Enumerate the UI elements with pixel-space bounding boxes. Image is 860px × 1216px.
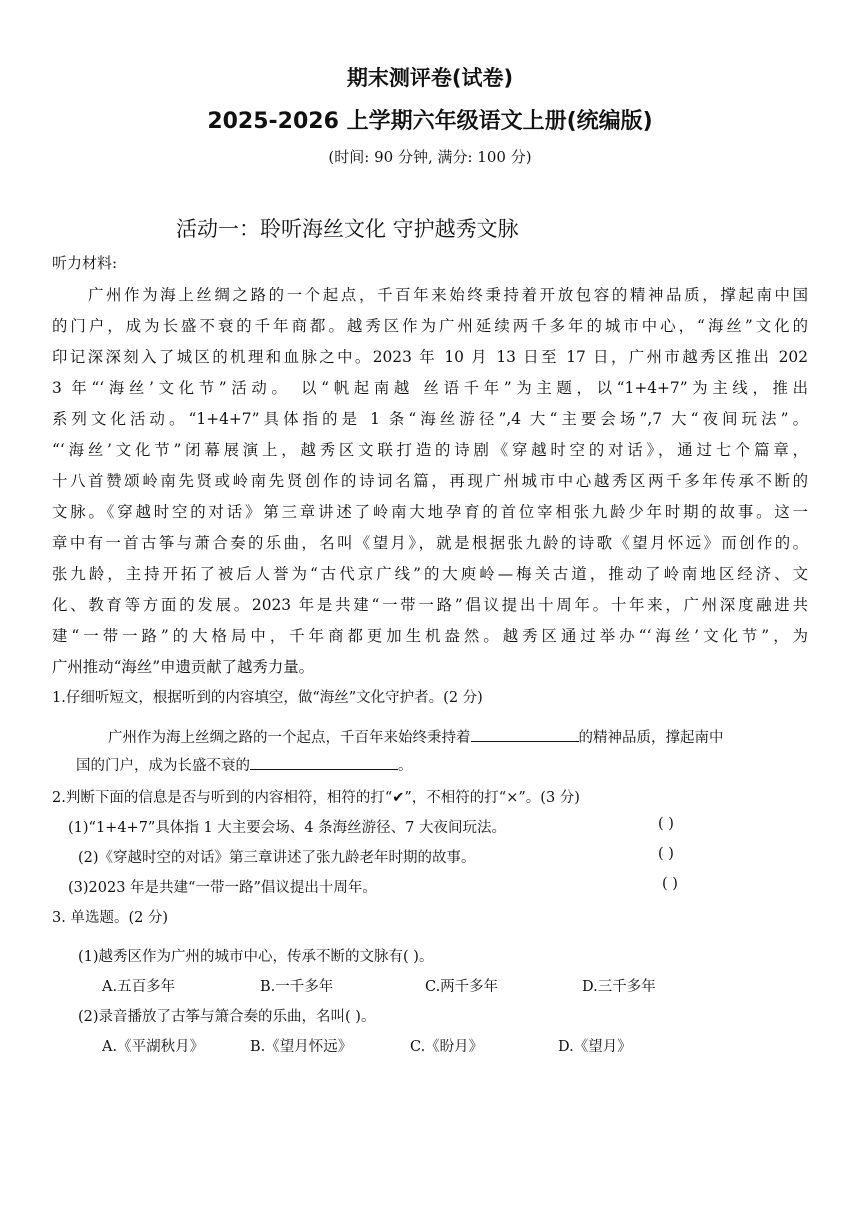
answer-blank-1[interactable]	[471, 727, 579, 742]
passage-line: 3 年“‘海丝’文化节”活动。 以“帆起南越 丝语千年”为主题，以“1+4+7”为主线，推出	[52, 379, 808, 397]
passage-line: “‘海丝’文化节”闭幕展演上，越秀区文联打造的诗剧《穿越时空的对话》，通过七个篇章，	[52, 441, 808, 459]
question-1-text-a: 广州作为海上丝绸之路的一个起点，千百年来始终秉持着	[108, 730, 471, 746]
passage-line: 张九龄，主持开拓了被后人誉为“古代京广线”的大庾岭—梅关古道，推动了岭南地区经济、文	[52, 565, 808, 583]
answer-bracket-2-3[interactable]: ( )	[662, 876, 678, 892]
passage-line: 建“一带一路”的大格局中，千年商都更加生机盎然。越秀区通过举办“‘海丝’文化节”，为	[52, 627, 808, 645]
question-1-line-1	[108, 726, 724, 747]
passage-line: 的门户，成为长盛不衰的千年商都。越秀区作为广州延续两千多年的城市中心，“海丝”文化的	[52, 317, 808, 335]
question-3-sub-1: (1)越秀区作为广州的城市中心，传承不断的文脉有( )。	[78, 949, 434, 965]
exam-subtitle: 2025-2026 上学期六年级语文上册(统编版)	[207, 109, 653, 134]
passage-line: 广州推动“海丝”申遗贡献了越秀力量。	[52, 658, 314, 676]
option-a[interactable]: A.《平湖秋月》	[102, 1039, 205, 1055]
option-c[interactable]: C.《盼月》	[410, 1039, 484, 1055]
question-1-line-2	[76, 754, 413, 775]
question-1-text-b: 的精神品质，撑起南中	[578, 730, 724, 746]
passage-line: 系列文化活动。“1+4+7”具体指的是 1 条“海丝游径”,4 大“主要会场”,7 大“夜间玩法”。	[52, 410, 808, 428]
question-3-sub-2: (2)录音播放了古筝与箫合奏的乐曲，名叫( )。	[78, 1009, 376, 1025]
answer-blank-2[interactable]	[250, 755, 398, 770]
passage-line: 印记深深刻入了城区的机理和血脉之中。2023 年 10 月 13 日至 17 日，广州市越秀区推出 202	[52, 348, 808, 366]
question-2-item-3: (3)2023 年是共建“一带一路”倡议提出十周年。	[68, 880, 377, 896]
passage-line: 广州作为海上丝绸之路的一个起点，千百年来始终秉持着开放包容的精神品质，撑起南中国	[88, 286, 808, 304]
option-d[interactable]: D.三千多年	[582, 979, 656, 995]
option-a[interactable]: A.五百多年	[102, 979, 176, 995]
passage-line: 文脉。《穿越时空的对话》第三章讲述了岭南大地孕育的首位宰相张九龄少年时期的故事。这一	[52, 503, 808, 521]
answer-bracket-2-2[interactable]: ( )	[658, 846, 674, 862]
option-b[interactable]: B.《望月怀远》	[250, 1039, 353, 1055]
material-label: 听力材料:	[52, 254, 118, 272]
question-1-text-c: 国的门户，成为长盛不衰的	[76, 758, 250, 774]
option-b[interactable]: B.一千多年	[260, 979, 334, 995]
question-1-text-d: 。	[398, 758, 413, 774]
passage-line: 化、教育等方面的发展。2023 年是共建“一带一路”倡议提出十周年。十年来，广州深度融进共	[52, 596, 808, 614]
question-3-stem: 3. 单选题。(2 分)	[52, 910, 169, 926]
option-d[interactable]: D.《望月》	[558, 1039, 632, 1055]
answer-bracket-2-1[interactable]: ( )	[658, 816, 674, 832]
question-2-item-1: (1)“1+4+7”具体指 1 大主要会场、4 条海丝游径、7 大夜间玩法。	[68, 820, 506, 836]
exam-title: 期末测评卷(试卷)	[346, 66, 514, 90]
passage-line: 十八首赞颂岭南先贤或岭南先贤创作的诗词名篇，再现广州城市中心越秀区两千多年传承不断的	[52, 472, 808, 490]
passage-line: 章中有一首古筝与萧合奏的乐曲，名叫《望月》，就是根据张九龄的诗歌《望月怀远》而创作的。	[52, 534, 808, 552]
question-2-stem: 2.判断下面的信息是否与听到的内容相符，相符的打“✔”，不相符的打“×”。(3 分)	[52, 790, 580, 806]
option-c[interactable]: C.两千多年	[425, 979, 499, 995]
exam-info: (时间: 90 分钟, 满分: 100 分)	[328, 148, 532, 166]
section-title: 活动一：聆听海丝文化 守护越秀文脉	[176, 217, 519, 241]
question-1-stem: 1.仔细听短文，根据听到的内容填空，做“海丝”文化守护者。(2 分)	[52, 690, 483, 706]
question-2-item-2: (2)《穿越时空的对话》第三章讲述了张九龄老年时期的故事。	[78, 850, 476, 866]
